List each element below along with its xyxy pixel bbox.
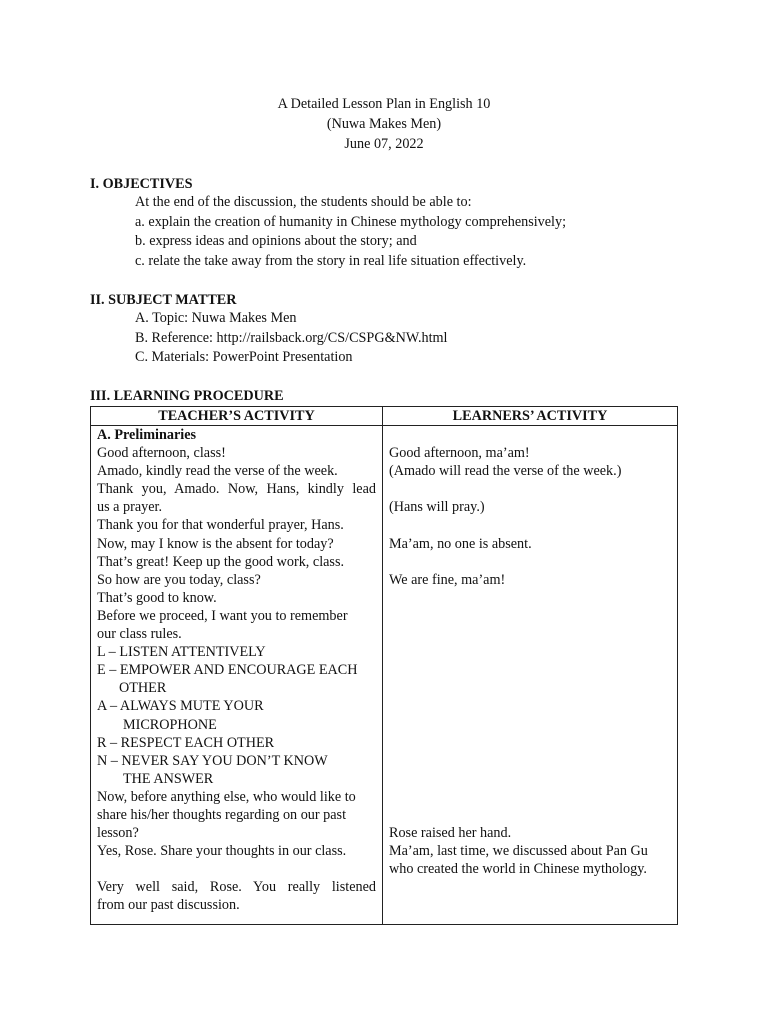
teacher-line: us a prayer. — [97, 499, 162, 516]
document-date: June 07, 2022 — [344, 136, 424, 152]
objectives-heading: I. OBJECTIVES — [90, 176, 193, 192]
document-title: A Detailed Lesson Plan in English 10 — [277, 96, 491, 112]
teacher-line: share his/her thoughts regarding on our past — [97, 806, 347, 823]
class-rule-l: L – LISTEN ATTENTIVELY — [97, 644, 266, 661]
blank-line — [389, 607, 671, 625]
class-rule-n: N – NEVER SAY YOU DON’T KNOW — [97, 752, 328, 769]
subject-matter-list — [135, 309, 448, 368]
procedure-table — [90, 406, 678, 925]
teacher-line: Now, may I know is the absent for today? — [97, 535, 334, 552]
learner-line: Rose raised her hand. — [389, 825, 512, 842]
learner-line: We are fine, ma’am! — [389, 571, 506, 588]
class-rule-r: R – RESPECT EACH OTHER — [97, 734, 275, 751]
objective-item: c. relate the take away from the story in real life situation effectively. — [135, 252, 527, 269]
blank-line — [97, 860, 376, 878]
blank-line — [389, 788, 671, 806]
objectives-list — [135, 193, 566, 271]
document-header — [0, 94, 768, 154]
teacher-line: That’s good to know. — [97, 589, 217, 606]
subject-materials: C. Materials: PowerPoint Presentation — [135, 349, 353, 365]
learner-line: (Hans will pray.) — [389, 499, 485, 516]
teacher-activity-cell — [91, 426, 383, 925]
teacher-line: Yes, Rose. Share your thoughts in our class. — [97, 843, 347, 860]
class-rule-a-cont: MICROPHONE — [123, 716, 217, 733]
teacher-line: Before we proceed, I want you to remember — [97, 607, 348, 624]
blank-line — [389, 426, 671, 444]
teacher-line: lesson? — [97, 825, 139, 842]
learner-line: Ma’am, no one is absent. — [389, 535, 532, 552]
blank-line — [389, 806, 671, 824]
class-rule-n-cont: THE ANSWER — [123, 770, 214, 787]
teacher-line: from our past discussion. — [97, 897, 240, 914]
learner-activity-cell — [383, 426, 678, 925]
teacher-line: Thank you, Amado. Now, Hans, kindly lead — [97, 481, 376, 498]
class-rule-e: E – EMPOWER AND ENCOURAGE EACH — [97, 662, 358, 679]
objective-item: a. explain the creation of humanity in Chinese mythology comprehensively; — [135, 213, 567, 230]
blank-line — [389, 661, 671, 679]
learner-line: Ma’am, last time, we discussed about Pan Gu — [389, 843, 648, 860]
teacher-activity-header: TEACHER’S ACTIVITY — [91, 407, 383, 426]
blank-line — [389, 734, 671, 752]
teacher-line: So how are you today, class? — [97, 571, 261, 588]
learner-line: (Amado will read the verse of the week.) — [389, 463, 622, 480]
blank-line — [389, 643, 671, 661]
class-rule-a: A – ALWAYS MUTE YOUR — [97, 698, 264, 715]
subject-matter-heading: II. SUBJECT MATTER — [90, 292, 237, 308]
document-subtitle: (Nuwa Makes Men) — [326, 116, 442, 132]
teacher-line: Now, before anything else, who would like to — [97, 788, 356, 805]
learner-line: Good afternoon, ma’am! — [389, 445, 530, 462]
class-rule-e-cont: OTHER — [119, 680, 167, 697]
blank-line — [389, 480, 671, 498]
objectives-intro: At the end of the discussion, the students should be able to: — [135, 194, 472, 210]
blank-line — [389, 625, 671, 643]
blank-line — [389, 697, 671, 715]
teacher-line: our class rules. — [97, 626, 182, 643]
teacher-line: That’s great! Keep up the good work, class. — [97, 553, 345, 570]
teacher-line: Good afternoon, class! — [97, 445, 226, 462]
preliminaries-heading: A. Preliminaries — [97, 427, 197, 443]
teacher-line: Thank you for that wonderful prayer, Hans. — [97, 517, 344, 534]
blank-line — [389, 716, 671, 734]
objective-item: b. express ideas and opinions about the story; and — [135, 233, 417, 249]
blank-line — [389, 679, 671, 697]
procedure-heading: III. LEARNING PROCEDURE — [90, 388, 284, 404]
teacher-line: Very well said, Rose. You really listened — [97, 879, 376, 896]
learner-line: who created the world in Chinese mythology. — [389, 861, 647, 878]
teacher-line: Amado, kindly read the verse of the week. — [97, 463, 338, 480]
subject-topic: A. Topic: Nuwa Makes Men — [135, 310, 297, 326]
blank-line — [389, 589, 671, 607]
learner-activity-header: LEARNERS’ ACTIVITY — [383, 407, 678, 426]
blank-line — [389, 770, 671, 788]
blank-line — [389, 553, 671, 571]
blank-line — [389, 752, 671, 770]
subject-reference: B. Reference: http://railsback.org/CS/CSPG&NW.html — [135, 329, 448, 346]
blank-line — [389, 516, 671, 534]
